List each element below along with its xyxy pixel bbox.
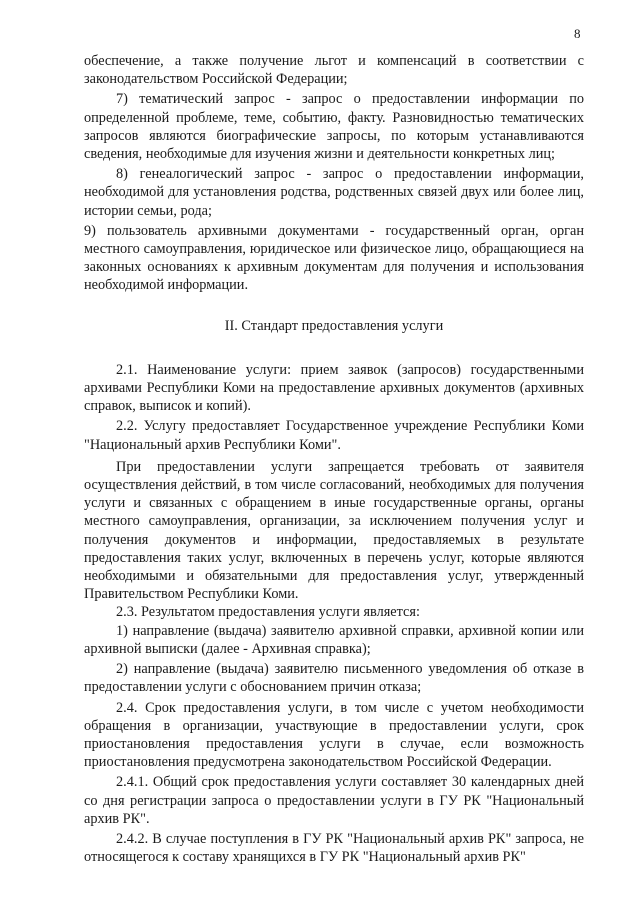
paragraph-2-2: 2.2. Услугу предоставляет Государственное учреждение Республики Коми "Национальный архив Республики Коми". <box>84 418 584 453</box>
section-heading: II. Стандарт предоставления услуги <box>224 317 444 334</box>
paragraph-genealogical-request: 8) генеалогический запрос - запрос о предоставлении информации, необходимой для установления родства, родственных связей двух или более лиц, истории семьи, рода; <box>84 166 584 219</box>
paragraph-continuation: обеспечение, а также получение льгот и компенсаций в соответствии с законодательством Российской Федерации; <box>84 53 584 88</box>
document-body <box>84 52 584 866</box>
paragraph-thematic-request: 7) тематический запрос - запрос о предоставлении информации по определенной проблеме, теме, событию, факту. Разновидностью тематических запросов являются биографические запросы, по которым устанавливаются сведения, необходимые для изучения жизни и деятельности конкретных лиц; <box>84 91 584 163</box>
paragraph-2-4-1: 2.4.1. Общий срок предоставления услуги составляет 30 календарных дней со дня регистрации запроса о предоставлении услуги в ГУ РК "Национальный архив РК". <box>84 774 584 827</box>
page-number: 8 <box>574 26 581 41</box>
paragraph-prohibition: При предоставлении услуги запрещается требовать от заявителя осуществления действий, в том числе согласований, необходимых для получения услуги и связанных с обращением в иные государственные органы, органы местного самоуправления, организации, за исключением получения услуг и получения документов и информации, предоставляемых в результате предоставления таких услуг, включенных в перечень услуг, которые являются необходимыми и обязательными для предоставления услуг, утвержденный Правительством Республики Коми. <box>84 458 584 603</box>
paragraph-2-4-2: 2.4.2. В случае поступления в ГУ РК "Национальный архив РК" запроса, не относящегося к составу хранящихся в ГУ РК "Национальный архив РК" <box>84 830 584 866</box>
paragraph-result-2: 2) направление (выдача) заявителю письменного уведомления об отказе в предоставлении услуги с обоснованием причин отказа; <box>84 661 584 696</box>
paragraph-result-1: 1) направление (выдача) заявителю архивной справки, архивной копии или архивной выписки (далее - Архивная справка); <box>84 622 584 657</box>
paragraph-2-3: 2.3. Результатом предоставления услуги является: <box>116 604 420 621</box>
paragraph-2-1: 2.1. Наименование услуги: прием заявок (запросов) государственными архивами Республики Коми на предоставление архивных документов (архивных справок, выписок и копий). <box>84 361 584 415</box>
paragraph-archive-user: 9) пользователь архивными документами - государственный орган, орган местного самоуправления, юридическое или физическое лицо, обращающиеся на законных основаниях к архивным документам для получения и использования необходимой информации. <box>84 222 584 294</box>
paragraph-2-4: 2.4. Срок предоставления услуги, в том числе с учетом необходимости обращения в организации, участвующие в предоставлении услуги, срок приостановления предоставления услуги в случае, если возможность приостановления предусмотрена законодательством Российской Федерации. <box>84 699 584 771</box>
